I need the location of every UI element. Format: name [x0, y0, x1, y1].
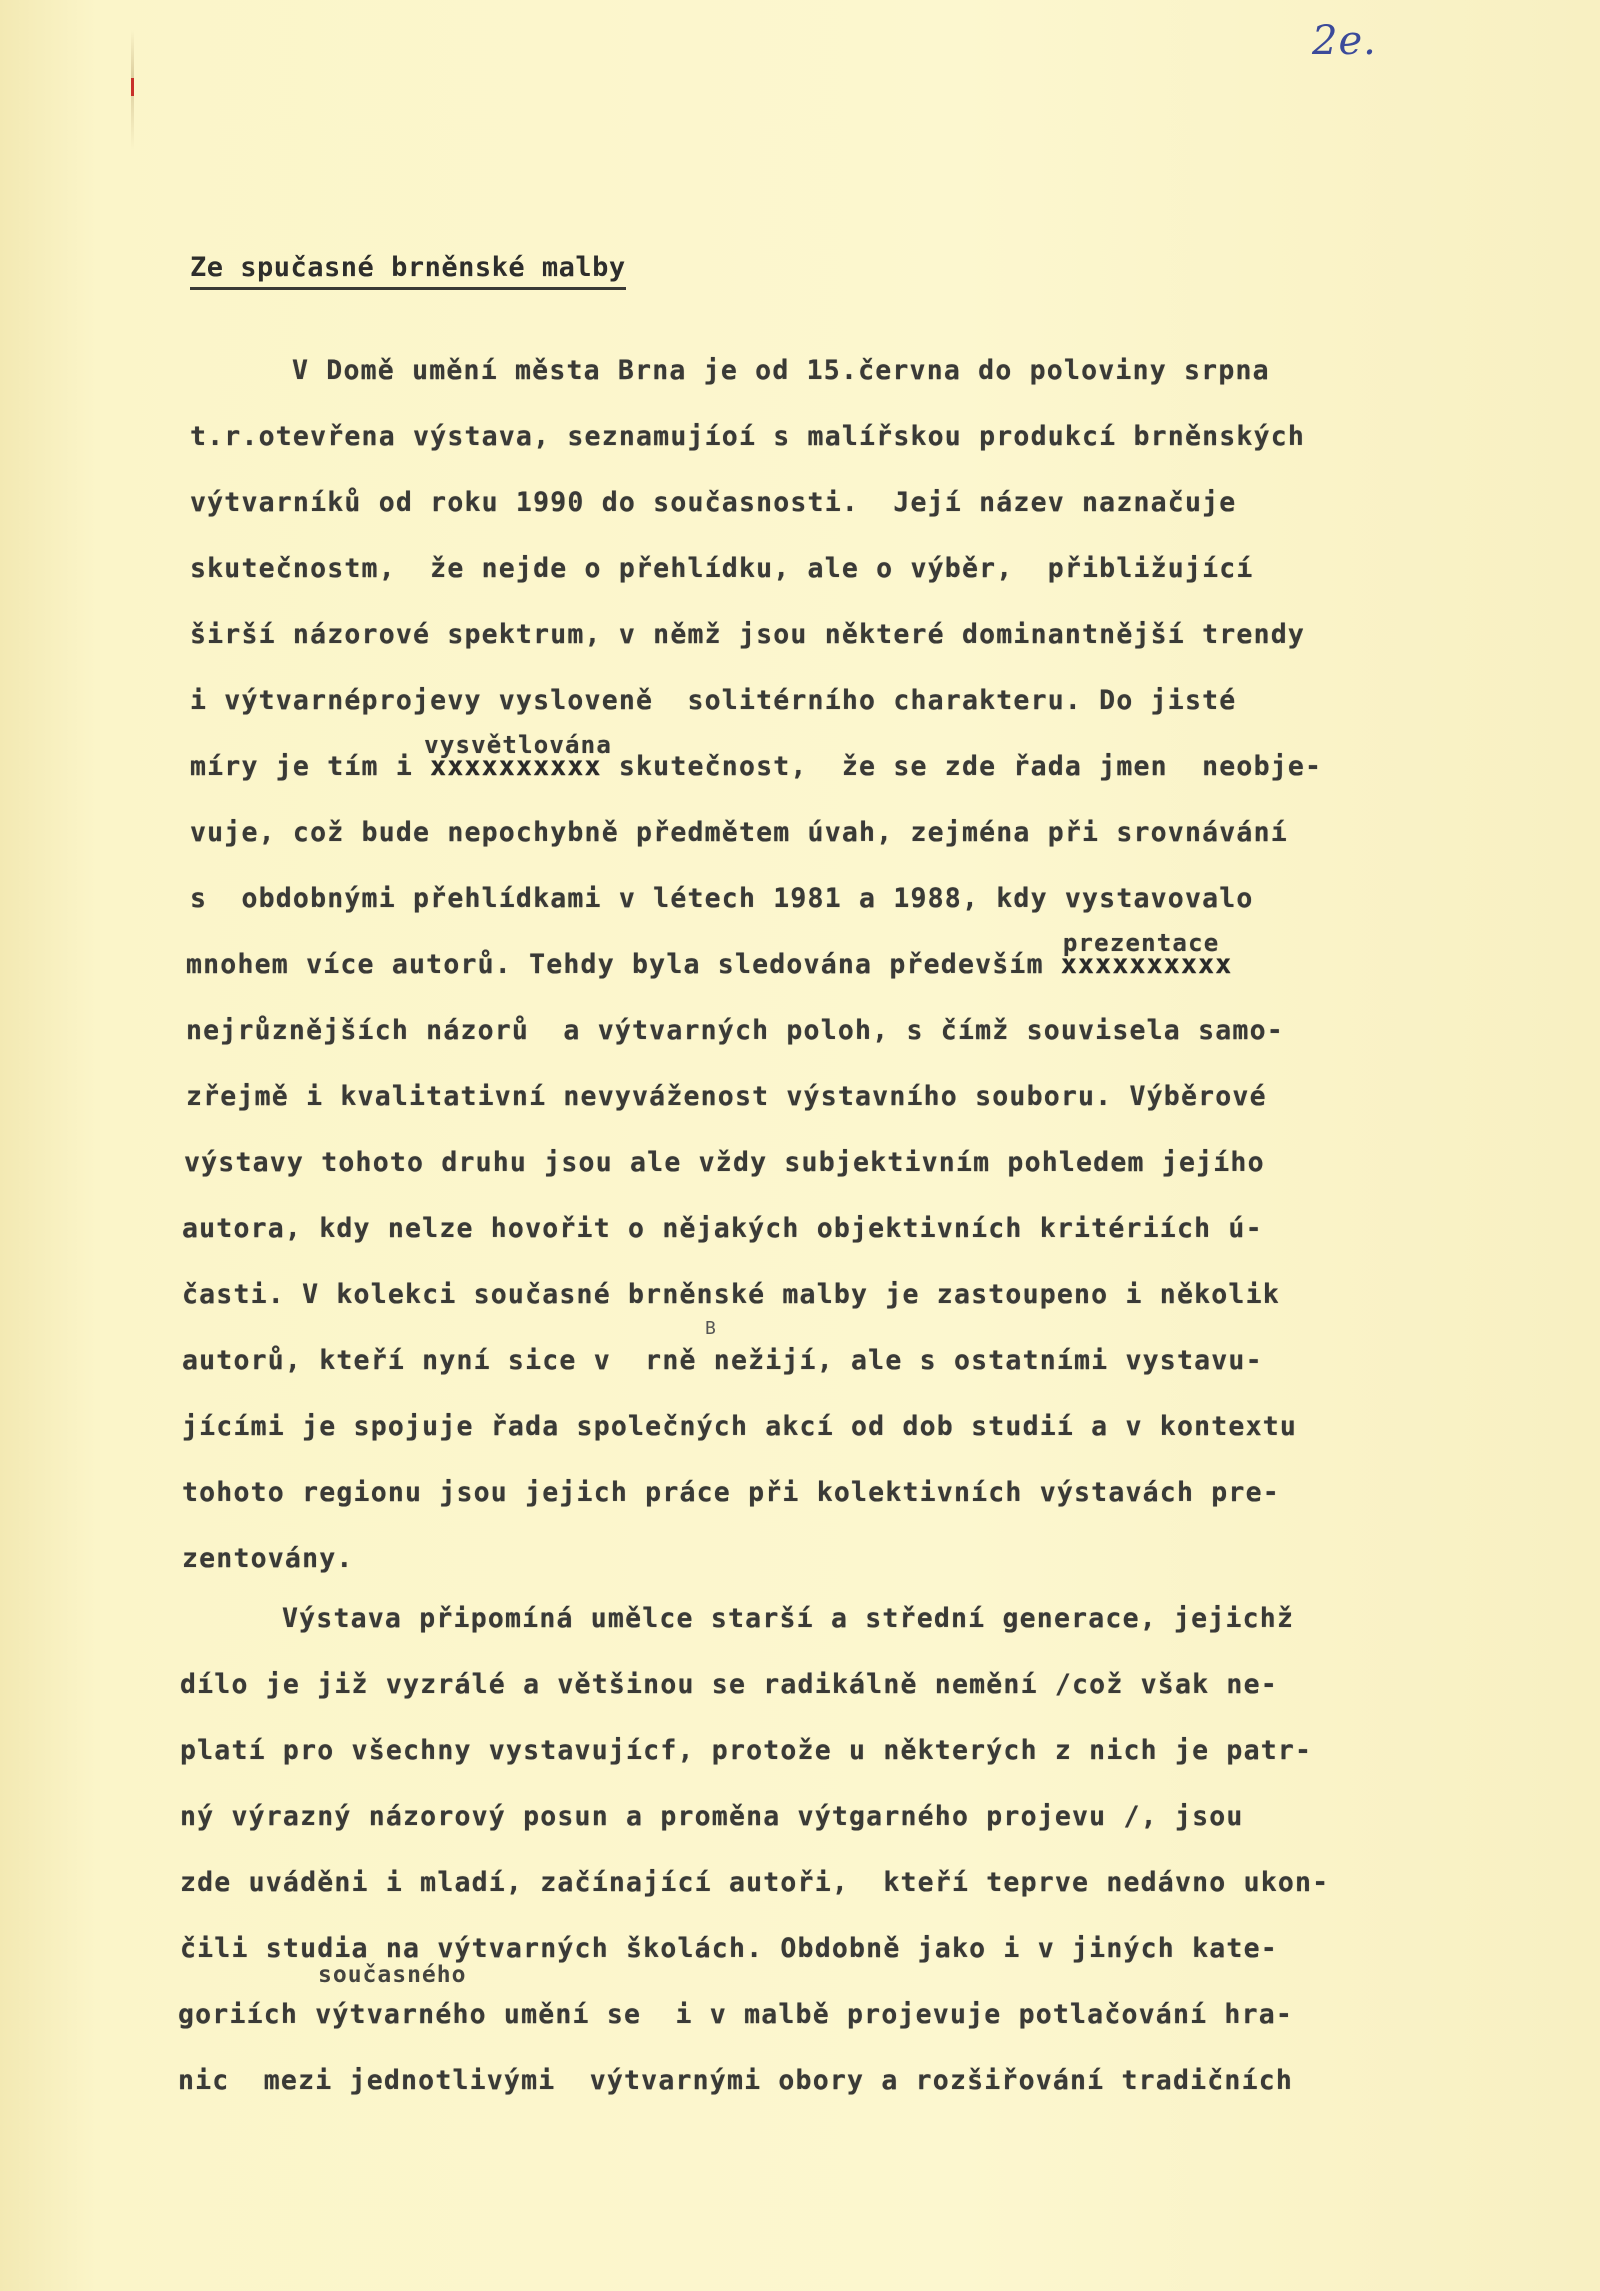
struck-out-text: xxxxxxxxxx: [1060, 949, 1233, 980]
text-line-9: s obdobnými přehlídkami v létech 1981 a 1988, kdy vystavovalo: [190, 883, 1254, 914]
text-line-19: zentovány.: [182, 1543, 354, 1574]
handwritten-insert-mark: B: [705, 1318, 716, 1339]
text-line-4: skutečnostm, že nejde o přehlídku, ale o výběr, přibližující: [190, 553, 1254, 584]
text-line-21: dílo je již vyzrálé a většinou se radikálně nemění /což však ne-: [180, 1669, 1278, 1700]
text-line-14: autora, kdy nelze hovořit o nějakých objektivních kritériích ú-: [182, 1213, 1263, 1244]
text-line-6: i výtvarnéprojevy vysloveně solitérního charakteru. Do jisté: [190, 685, 1237, 716]
text-line-17: jícími je spojuje řada společných akcí od dob studií a v kontextu: [182, 1411, 1298, 1442]
red-margin-mark: [131, 78, 134, 96]
text-line-26: goriích výtvarného umění se i v malbě projevuje potlačování hra-: [178, 1999, 1294, 2030]
text-line-27: nic mezi jednotlivými výtvarnými obory a rozšiřování tradičních: [178, 2065, 1294, 2096]
text-line-10: [186, 929, 1233, 980]
typed-correction: [1060, 929, 1233, 980]
text-line-7-rest: skutečnost, že se zde řada jmen neobje-: [618, 751, 1323, 782]
text-line-2: t.r.otevřena výstava, seznamujíoí s malířskou produkcí brněnských: [190, 421, 1306, 452]
text-line-3: výtvarníků od roku 1990 do současnosti. Její název naznačuje: [190, 487, 1237, 518]
text-line-8: vuje, což bude nepochybně předmětem úvah, zejména při srovnávání: [190, 817, 1288, 848]
typed-correction: [424, 731, 612, 782]
handwritten-page-note: 2e.: [1312, 18, 1377, 64]
struck-out-text: xxxxxxxxxx: [430, 751, 602, 782]
text-line-22: platí pro všechny vystavujícf, protože u některých z nich je patr-: [180, 1735, 1313, 1766]
text-line-23: ný výrazný názorový posun a proměna výtgarného projevu /, jsou: [180, 1801, 1244, 1832]
text-line-24: zde uváděni i mladí, začínající autoři, kteří teprve nedávno ukon-: [180, 1867, 1330, 1898]
text-line-1: V Domě umění města Brna je od 15.června do poloviny srpna: [292, 355, 1270, 386]
text-line-7: [190, 731, 1323, 782]
text-line-7-prefix: míry je tím i: [190, 751, 431, 782]
overtyped-word: prezentace: [1062, 929, 1220, 957]
document-title: Ze spučasné brněnské malby: [190, 252, 626, 290]
text-line-13: výstavy tohoto druhu jsou ale vždy subjektivním pohledem jejího: [184, 1147, 1265, 1178]
text-line-11: nejrůznějších názorů a výtvarných poloh, s čímž souvisela samo-: [186, 1015, 1284, 1046]
text-line-25: čili studia na výtvarných školách. Obdobně jako i v jiných kate-: [180, 1933, 1278, 1964]
text-line-5: širší názorové spektrum, v němž jsou některé dominantnější trendy: [190, 619, 1306, 650]
inserted-word: současného: [318, 1962, 467, 1988]
text-line-10-text: mnohem více autorů. Tehdy byla sledována především: [186, 949, 1061, 980]
text-line-15: časti. V kolekci současné brněnské malby je zastoupeno i několik: [182, 1279, 1280, 1310]
text-line-16: autorů, kteří nyní sice v rně nežijí, ale s ostatními vystavu-: [182, 1345, 1263, 1376]
text-line-18: tohoto regionu jsou jejich práce při kolektivních výstavách pre-: [182, 1477, 1280, 1508]
text-line-20: Výstava připomíná umělce starší a střední generace, jejichž: [282, 1603, 1295, 1634]
text-line-12: zřejmě i kvalitativní nevyváženost výstavního souboru. Výběrové: [186, 1081, 1267, 1112]
overtyped-word: vysvětlována: [424, 731, 612, 759]
